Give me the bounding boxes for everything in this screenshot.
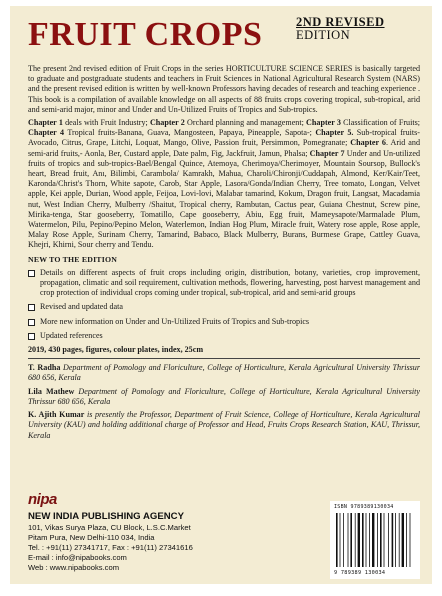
description bbox=[10, 64, 432, 441]
list-item-text: Revised and updated data bbox=[40, 302, 123, 312]
author-entry bbox=[28, 410, 420, 441]
publisher-address-2: Pitam Pura, New Delhi-110 034, India bbox=[28, 533, 155, 542]
chapter-6-text: . Arid and semi-arid fruits,- Aonla, Ber, Custard apple, Date palm, Fig, Jackfruit, Jamun, Phalsa; bbox=[28, 138, 420, 158]
author-name: K. Ajith Kumar bbox=[28, 410, 85, 420]
list-item bbox=[28, 331, 420, 341]
edition-line-1: 2ND REVISED bbox=[296, 15, 385, 29]
header bbox=[10, 6, 432, 64]
new-edition-list bbox=[28, 268, 420, 341]
publisher-footer bbox=[28, 491, 418, 581]
publisher-email: E-mail : info@nipabooks.com bbox=[28, 553, 127, 562]
chapter-1-text: deals with Fruit Industry; bbox=[62, 118, 150, 128]
chapters-paragraph bbox=[28, 118, 420, 251]
barcode-digits: 9 789389 130034 bbox=[334, 570, 386, 576]
author-affiliation: Department of Pomology and Floriculture, College of Horticulture, Kerala Agricultural University Thrissur 680 656, Kerala bbox=[28, 386, 420, 406]
list-item-text: Details on different aspects of fruit crops including origin, distribution, botany, varieties, crop improvement, propagation, climatic and soil requirement, cultivation methods, flowering, harvesting, post harvest management and crop protection of individual crops coming under tropical, sub-tropical, arid and semi-arid groups bbox=[40, 267, 420, 298]
barcode-bars-icon bbox=[336, 513, 414, 567]
list-item bbox=[28, 268, 420, 299]
checkbox-square-icon bbox=[28, 270, 35, 277]
book-title: FRUIT CROPS bbox=[28, 16, 263, 53]
author-name: T. Radha bbox=[28, 363, 61, 373]
back-cover bbox=[10, 6, 432, 584]
divider bbox=[28, 358, 420, 359]
list-item-text: More new information on Under and Un-Utilized Fruits of Tropics and Sub-tropics bbox=[40, 316, 310, 326]
list-item bbox=[28, 317, 420, 327]
chapter-4-text: Tropical fruits-Banana, Guava, Mangosteen, Papaya, Pineapple, Sapota-; bbox=[64, 128, 316, 138]
barcode bbox=[330, 501, 420, 579]
author-affiliation: is presently the Professor, Department of Fruit Science, College of Horticulture, Kerala Agricultural University (KAU) and holding additional charge of Professor and Head, Fruits Crops Research Station, KAU, Thrissur, Kerala bbox=[28, 410, 420, 440]
list-item bbox=[28, 302, 420, 312]
edition-line-2: EDITION bbox=[296, 28, 351, 42]
new-edition-heading: NEW TO THE EDITION bbox=[28, 254, 118, 264]
intro-paragraph: The present 2nd revised edition of Fruit Crops in the series HORTICULTURE SCIENCE SERIES is basically targeted to graduate and postgraduate students and teachers in Fruit Sciences in National Agricultural Research System (NARS) and the present revised edition is written by well-known Professors having decades of research and teaching experience . This book is a compilation of available knowledge on all aspects of 88 fruits crops covering tropical, sub-tropical, arid and semi-arid major, minor and Under and Un-Utilized Fruits of Tropics and Sub-tropics. bbox=[28, 64, 420, 114]
chapter-3-label: Chapter 3 bbox=[306, 118, 341, 128]
isbn-label: ISBN 9789389130034 bbox=[334, 504, 394, 510]
chapter-2-text: Orchard planning and management; bbox=[184, 118, 307, 128]
publisher-info bbox=[28, 511, 278, 573]
chapter-7-text: Under and Un-utilized fruits of tropics and sub-tropics-Bael/Bengal Quince, Atemoya, Cherimoya/Cherimoyer, Mountain Soursop, Bullock's heart, Bread fruit, Anı, Bilimbi, Carambola/ Kamrakh, Mahua, Charoli/Chironji/Cuddapah, Almond, Ker/Kair/Teet, Karonda/Christ's Thorn, White sapote, Carob, Star Apple, Lasora/Gonda/Indian Cherry, Tree tomato, Longan, Velvet apple, Kei apple, Durian, Wood apple, Feijoa, Lovi-lovi, Malabar tamarind, Kokum, Dragon fruit, Langsat, Macadamia nut, West Indian Cherry, Mulberry /Shaitut, Tropical cherry, Rambutan, Cactus pear, Guiana Chestnut, Screw pine, Mirika-tenga, Star gooseberry, Tomatillo, Cape gooseberry, Abiu, Egg fruit, Mameysapote/Marmalade Plum, Watermelon, Pilu, Pepino/Pepino Melon, Waterlemon, Indian Hog Plum, Miracle fruit, Watery rose apple, Rose apple, Malay Rose Apple, Surinam Cherry, Tamarind, Babaco, Black Mulberry, Burans, Burmese Grape, Cattley Guava, Khejri, Khirni, Sour cherry and Tendu. bbox=[28, 148, 421, 250]
chapter-4-label: Chapter 4 bbox=[28, 128, 65, 138]
publisher-name: NEW INDIA PUBLISHING AGENCY bbox=[28, 511, 184, 522]
chapter-5-text: Sub-tropical fruits-Avocado, Citrus, Grape, Litchi, Loquat, Mango, Olive, Passion fruit, Persimmon, Pomegranate; bbox=[28, 128, 420, 148]
publisher-logo: nipa bbox=[28, 491, 57, 508]
publisher-phone: Tel. : +91(11) 27341717, Fax : +91(11) 27341616 bbox=[28, 543, 193, 552]
chapter-7-label: Chapter 7 bbox=[309, 148, 345, 158]
author-affiliation: Department of Pomology and Floriculture, College of Horticulture, Kerala Agricultural University Thrissur 680 656, Kerala bbox=[28, 363, 420, 383]
chapter-3-text: Classification of Fruits; bbox=[340, 118, 420, 128]
author-entry bbox=[28, 387, 420, 407]
chapter-5-label: Chapter 5. bbox=[315, 128, 354, 138]
checkbox-square-icon bbox=[28, 304, 35, 311]
author-name: Lila Mathew bbox=[28, 386, 75, 396]
pages-info: 2019, 430 pages, figures, colour plates, index, 25cm bbox=[28, 345, 204, 355]
edition-label bbox=[296, 16, 396, 42]
author-entry bbox=[28, 363, 420, 383]
publisher-address-1: 101, Vikas Surya Plaza, CU Block, L.S.C.Market bbox=[28, 523, 191, 532]
list-item-text: Updated references bbox=[40, 330, 103, 340]
checkbox-square-icon bbox=[28, 333, 35, 340]
publisher-web: Web : www.nipabooks.com bbox=[28, 563, 120, 572]
chapter-1-label: Chapter 1 bbox=[28, 118, 63, 128]
checkbox-square-icon bbox=[28, 319, 35, 326]
chapter-6-label: Chapter 6 bbox=[350, 138, 386, 148]
chapter-2-label: Chapter 2 bbox=[149, 118, 185, 128]
